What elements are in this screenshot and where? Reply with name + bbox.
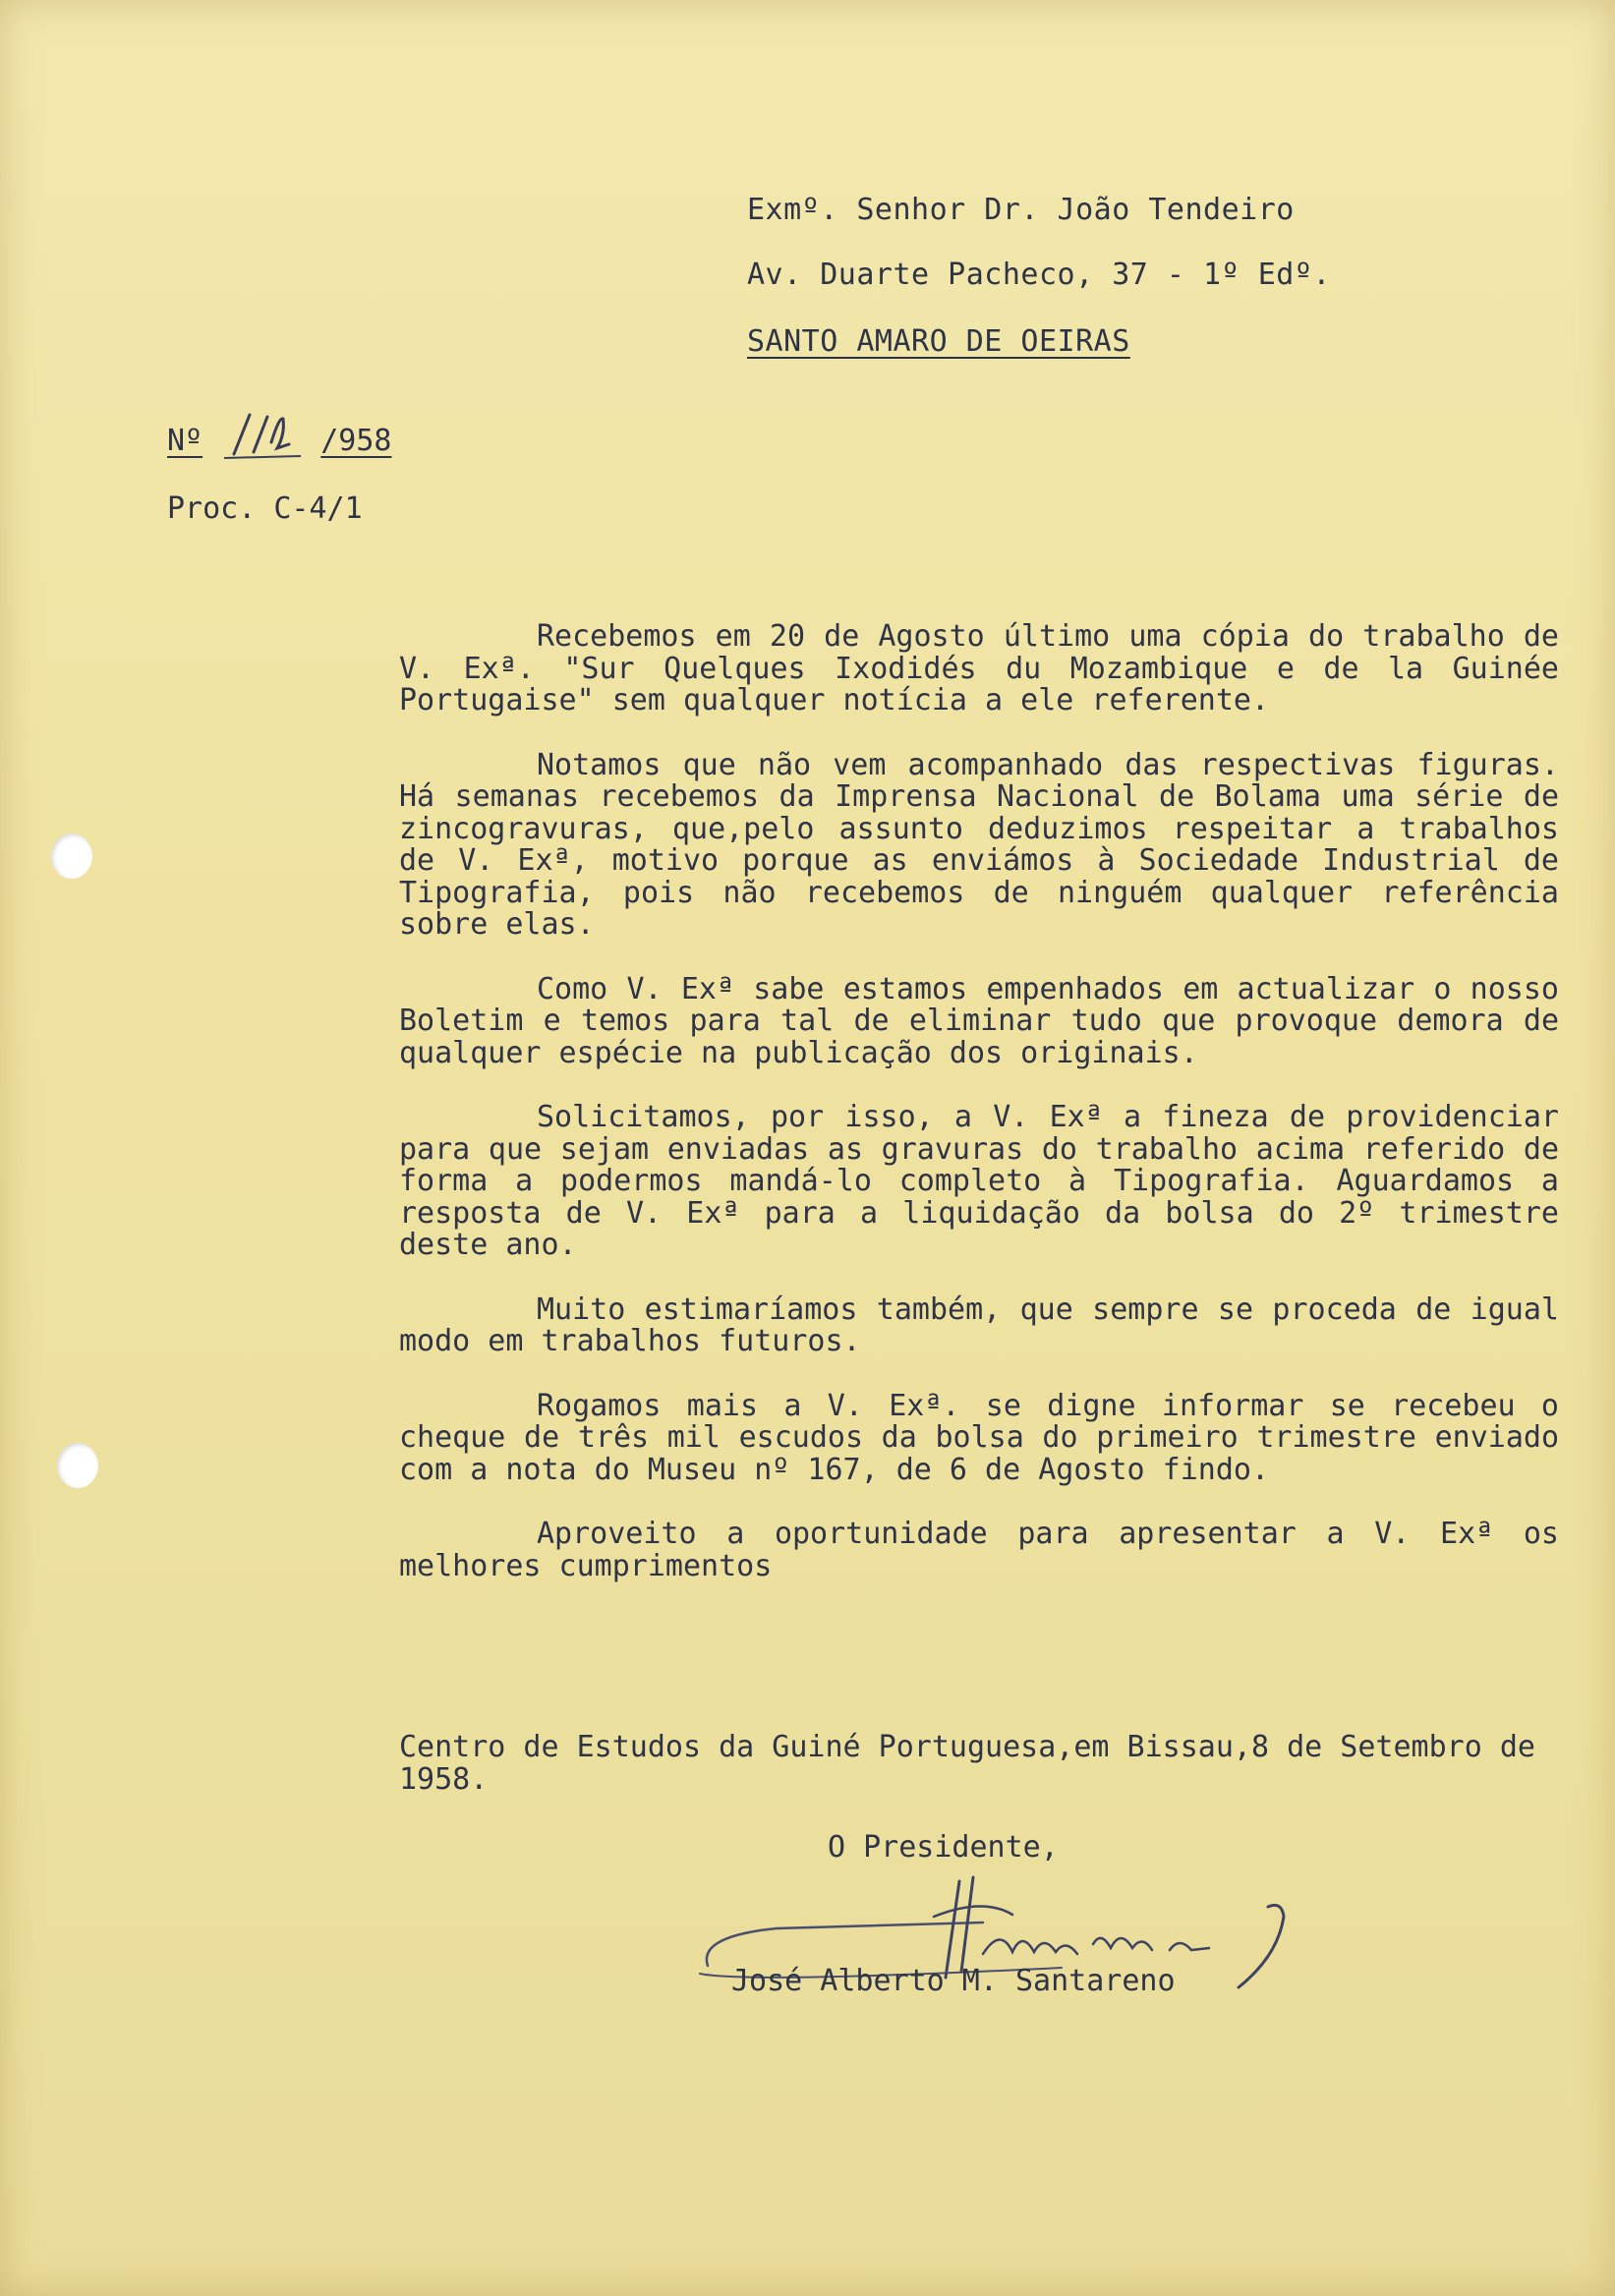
reference-process: Proc. C-4/1 (167, 491, 363, 526)
paragraph-1: Recebemos em 20 de Agosto último uma cópia do trabalho de V. Exª. "Sur Quelques Ixodidés du Mozambique e de la Guinée Portugaise" sem qualquer notícia a ele referente. (399, 619, 1559, 718)
signatory-title: O Presidente, (828, 1830, 1059, 1865)
reference-number-suffix: /958 (320, 424, 392, 458)
recipient-city: SANTO AMARO DE OEIRAS (747, 324, 1130, 359)
recipient-street: Av. Duarte Pacheco, 37 - 1º Edº. (747, 258, 1331, 292)
handwritten-number (220, 409, 303, 460)
punch-hole-top (51, 833, 92, 879)
letter-body (399, 621, 1559, 1615)
paragraph-7: Aproveito a oportunidade para apresentar a V. Exª os melhores cumprimentos (399, 1517, 1559, 1583)
place-and-date: Centro de Estudos da Guiné Portuguesa,em Bissau,8 de Setembro de 1958. (399, 1730, 1535, 1797)
recipient-salutation: Exmº. Senhor Dr. João Tendeiro (747, 193, 1295, 227)
paragraph-2: Notamos que não vem acompanhado das respectivas figuras. Há semanas recebemos da Imprensa Nacional de Bolama uma série de zincogravuras, que,pelo assunto deduzimos respeitar a trabalhos de V. Exª, motivo porque as enviámos à Sociedade Industrial de Tipografia, pois não recebemos de ninguém qualquer referência sobre elas. (399, 747, 1559, 942)
paragraph-5: Muito estimaríamos também, que sempre se proceda de igual modo em trabalhos futuros. (399, 1292, 1559, 1358)
punch-hole-bottom (57, 1443, 98, 1488)
reference-number (167, 409, 392, 460)
paragraph-3: Como V. Exª sabe estamos empenhados em actualizar o nosso Boletim e temos para tal de eliminar tudo que provoque demora de qualquer espécie na publicação dos originais. (399, 971, 1559, 1070)
reference-number-prefix: Nº (167, 424, 203, 458)
paragraph-4: Solicitamos, por isso, a V. Exª a fineza de providenciar para que sejam enviadas as gravuras do trabalho acima referido de forma a podermos mandá-lo completo à Tipografia. Aguardamos a resposta de V. Exª para a liquidação da bolsa do 2º trimestre deste ano. (399, 1100, 1559, 1262)
paragraph-6: Rogamos mais a V. Exª. se digne informar se recebeu o cheque de três mil escudos da bolsa do primeiro trimestre enviado com a nota do Museu nº 167, de 6 de Agosto findo. (399, 1388, 1559, 1487)
signatory-name: José Alberto M. Santareno (731, 1964, 1176, 1998)
